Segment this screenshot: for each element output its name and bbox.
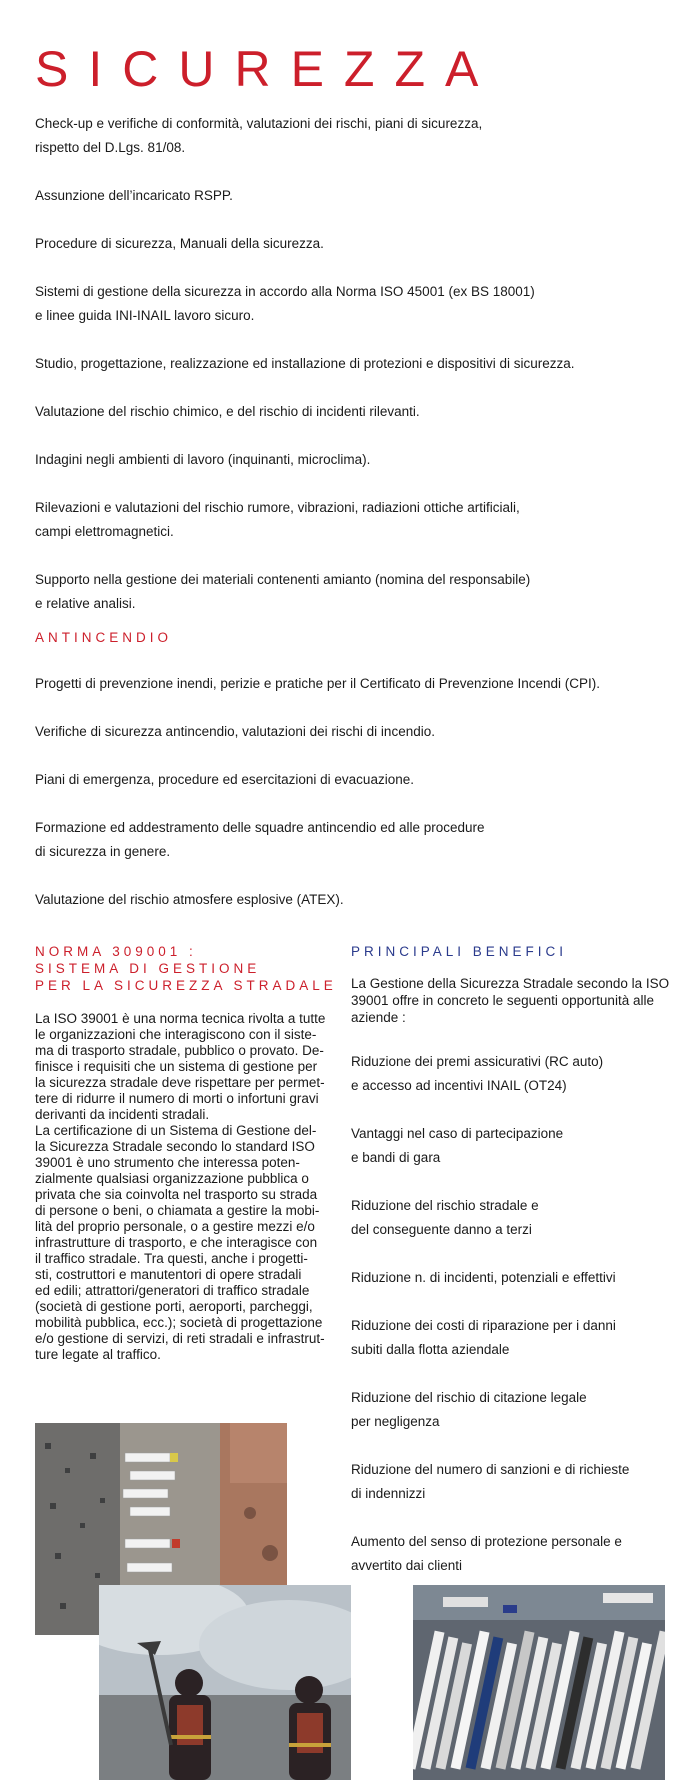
benefit-item [351,1458,671,1506]
sicurezza-item [35,352,675,376]
sicurezza-item-line: Supporto nella gestione dei materiali contenenti amianto (nomina del responsabile) [35,572,531,587]
benefit-item [351,1122,671,1170]
norma-text-line: privata che sia coinvolta nel trasporto su strada [35,1187,318,1202]
benefit-item-line: Vantaggi nel caso di partecipazione [351,1126,564,1141]
norma-heading-line: PER LA SICUREZZA STRADALE [35,978,337,993]
norma-text-line: ture legate al traffico. [35,1347,161,1362]
sicurezza-item-line: Check-up e verifiche di conformità, valutazioni dei rischi, piani di sicurezza, [35,116,483,131]
sicurezza-item-line: campi elettromagnetici. [35,524,174,539]
antincendio-item-line: Progetti di prevenzione inendi, perizie e pratiche per il Certificato di Prevenzione Incendi (CPI). [35,676,601,691]
norma-text-line: zialmente qualsiasi organizzazione pubblica o [35,1171,309,1186]
truck-parking-photo [413,1585,665,1780]
antincendio-item [35,720,675,744]
benefit-item-line: Riduzione dei costi di riparazione per i danni [351,1318,616,1333]
antincendio-heading: ANTINCENDIO [35,630,173,645]
norma-text-line: tere di ridurre il numero di morti o infortuni gravi [35,1091,319,1106]
norma-text-line: La ISO 39001 è una norma tecnica rivolta a tutte [35,1011,326,1026]
sicurezza-item-line: Procedure di sicurezza, Manuali della sicurezza. [35,236,324,251]
benefit-item-line: Riduzione n. di incidenti, potenziali e effettivi [351,1270,616,1285]
antincendio-item-line: Piani di emergenza, procedure ed esercitazioni di evacuazione. [35,772,414,787]
norma-text-line: 39001 è uno strumento che interessa poten- [35,1155,300,1170]
norma-text-line: il traffico stradale. Tra questi, anche i progetti- [35,1251,308,1266]
antincendio-item [35,888,675,912]
norma-text-line: e/o gestione di servizi, di reti stradali e infrastrut- [35,1331,325,1346]
antincendio-item [35,768,675,792]
antincendio-item-line: di sicurezza in genere. [35,844,171,859]
antincendio-item-line: Formazione ed addestramento delle squadre antincendio ed alle procedure [35,820,485,835]
norma-text-line: lità del proprio personale, o a gestire mezzi e/o [35,1219,315,1234]
antincendio-item [35,816,675,864]
sicurezza-item [35,400,675,424]
sicurezza-item [35,496,675,544]
norma-text-line: mobilità pubblica, ecc.); società di progettazione [35,1315,323,1330]
sicurezza-item [35,280,675,328]
norma-text-line: ma di trasporto stradale, pubblico o provato. De- [35,1043,324,1058]
norma-text-line: derivanti da incidenti stradali. [35,1107,210,1122]
benefit-item-line: subiti dalla flotta aziendale [351,1342,510,1357]
benefit-item [351,1050,671,1098]
norma-text-line: la sicurezza stradale deve rispettare per permet- [35,1075,325,1090]
benefit-item-line: Riduzione dei premi assicurativi (RC auto) [351,1054,604,1069]
norma-text-line: le organizzazioni che interagiscono con il siste- [35,1027,317,1042]
norma-text-line: La certificazione di un Sistema di Gestione del- [35,1123,317,1138]
benefit-item-line: del conseguente danno a terzi [351,1222,532,1237]
benefit-item-line: per negligenza [351,1414,440,1429]
norma-description [35,1011,348,1363]
norma-text-line: la Sicurezza Stradale secondo lo standard ISO [35,1139,315,1154]
benefici-intro: La Gestione della Sicurezza Stradale secondo la ISO 39001 offre in concreto le seguenti opportunità alle aziende : [351,976,670,1025]
sicurezza-item-line: e linee guida INI-INAIL lavoro sicuro. [35,308,255,323]
benefit-item [351,1314,671,1362]
benefit-item-line: e accesso ad incentivi INAIL (OT24) [351,1078,567,1093]
benefit-item-line: Riduzione del rischio di citazione legale [351,1390,587,1405]
norma-heading-line: SISTEMA DI GESTIONE [35,961,261,976]
benefit-item [351,1386,671,1434]
sicurezza-item-line: Sistemi di gestione della sicurezza in accordo alla Norma ISO 45001 (ex BS 18001) [35,284,535,299]
benefit-item-line: Riduzione del rischio stradale e [351,1198,539,1213]
sicurezza-item-line: e relative analisi. [35,596,136,611]
firefighters-photo [99,1585,351,1780]
sicurezza-item [35,568,675,616]
sicurezza-item-line: Studio, progettazione, realizzazione ed installazione di protezioni e dispositivi di sicurezza. [35,356,575,371]
benefit-item-line: avvertito dai clienti [351,1558,463,1573]
page-title: SICUREZZA [35,41,499,97]
sicurezza-item-line: Assunzione dell’incaricato RSPP. [35,188,233,203]
sicurezza-item-line: rispetto del D.Lgs. 81/08. [35,140,186,155]
benefici-heading: PRINCIPALI BENEFICI [351,944,568,959]
norma-text-line: infrastrutture di trasporto, e che interagisce con [35,1235,318,1250]
antincendio-item [35,672,675,696]
norma-text-line: finisce i requisiti che un sistema di gestione per [35,1059,318,1074]
norma-heading-line: NORMA 309001 : [35,944,197,959]
benefit-item [351,1530,671,1578]
benefit-item-line: e bandi di gara [351,1150,441,1165]
sicurezza-item-line: Rilevazioni e valutazioni del rischio rumore, vibrazioni, radiazioni ottiche artificiali, [35,500,520,515]
sicurezza-item [35,232,675,256]
sicurezza-item [35,448,675,472]
sicurezza-item-line: Valutazione del rischio chimico, e del rischio di incidenti rilevanti. [35,404,420,419]
benefit-item-line: Aumento del senso di protezione personale e [351,1534,622,1549]
benefit-item [351,1266,671,1290]
norma-text-line: ed edili; attrattori/generatori di traffico stradale [35,1283,310,1298]
benefit-item-line: Riduzione del numero di sanzioni e di richieste [351,1462,630,1477]
sicurezza-item-line: Indagini negli ambienti di lavoro (inquinanti, microclima). [35,452,371,467]
norma-text-line: (società di gestione porti, aeroporti, parcheggi, [35,1299,313,1314]
norma-heading [35,943,337,994]
benefit-item-line: di indennizzi [351,1486,426,1501]
antincendio-item-line: Valutazione del rischio atmosfere esplosive (ATEX). [35,892,344,907]
sicurezza-item [35,112,675,160]
antincendio-item-line: Verifiche di sicurezza antincendio, valutazioni dei rischi di incendio. [35,724,435,739]
benefit-item [351,1194,671,1242]
sicurezza-item [35,184,675,208]
norma-text-line: sti, costruttori e manutentori di opere stradali [35,1267,302,1282]
norma-text-line: di persone o beni, o chiamata a gestire la mobi- [35,1203,320,1218]
